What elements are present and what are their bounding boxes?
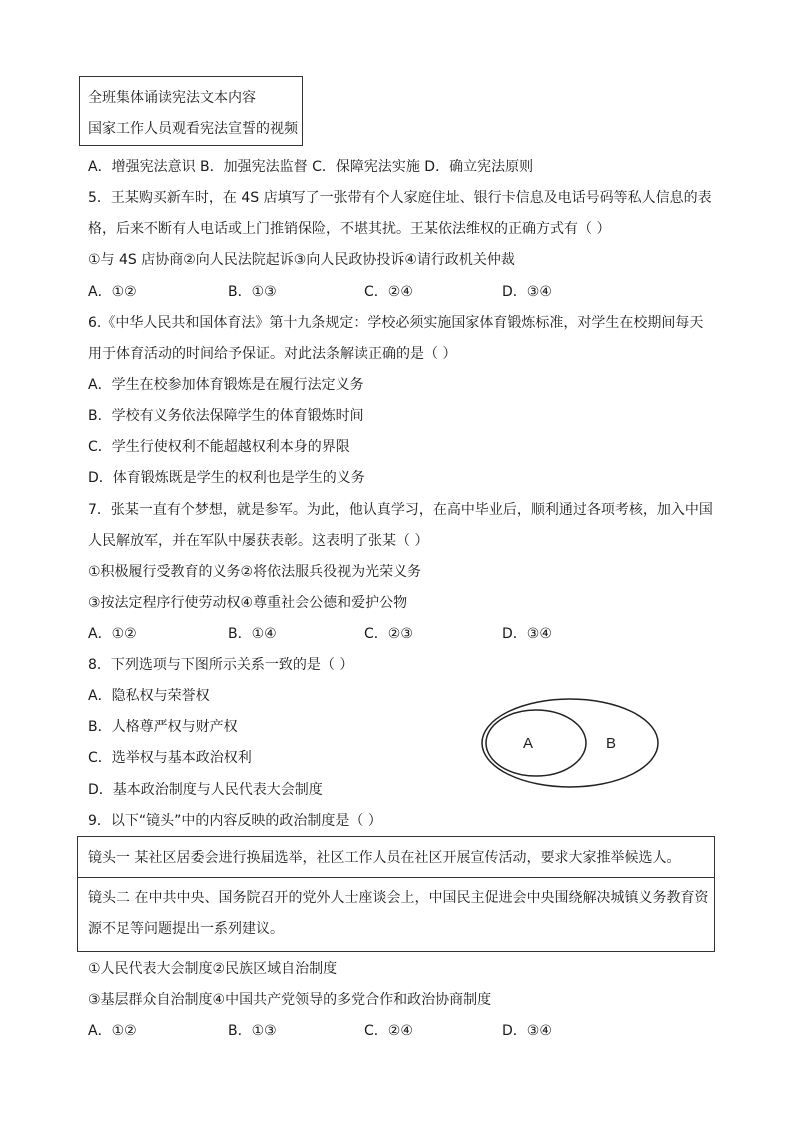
q7-option-a: A．①② bbox=[88, 626, 137, 642]
q5-stem-line1: 5．王某购买新车时，在 4S 店填写了一张带有个人家庭住址、银行卡信息及电话号码等私人信息的表 bbox=[88, 190, 712, 206]
scene-2-line1: 镜头二 在中共中央、国务院召开的党外人士座谈会上，中国民主促进会中央围绕解决城镇义务教育资 bbox=[88, 890, 709, 906]
q5-option-a: A．①② bbox=[88, 284, 137, 300]
scene-2-line2: 源不足等问题提出一系列建议。 bbox=[88, 921, 284, 937]
q6-stem-line2: 用于体育活动的时间给予保证。对此法条解读正确的是（ ） bbox=[88, 346, 457, 362]
q9-option-c: C．②④ bbox=[364, 1023, 413, 1039]
venn-label-inner: A bbox=[523, 735, 534, 752]
scenes-divider bbox=[78, 877, 714, 878]
q5-option-c: C．②④ bbox=[364, 284, 413, 300]
q9-option-d: D．③④ bbox=[502, 1023, 552, 1039]
materials-line-2: 国家工作人员观看宪法宣誓的视频 bbox=[88, 121, 298, 137]
q9-items-line1: ①人民代表大会制度②民族区域自治制度 bbox=[88, 961, 338, 977]
q9-option-b: B．①③ bbox=[228, 1023, 277, 1039]
venn-inner-ellipse bbox=[486, 710, 586, 776]
q9-option-a: A．①② bbox=[88, 1023, 137, 1039]
q7-stem-line2: 人民解放军，并在军队中屡获表彰。这表明了张某（ ） bbox=[88, 533, 429, 549]
q7-option-b: B．①④ bbox=[228, 626, 277, 642]
q5-items: ①与 4S 店协商②向人民法院起诉③向人民政协投诉④请行政机关仲裁 bbox=[88, 252, 515, 268]
q7-items-line2: ③按法定程序行使劳动权④尊重社会公德和爱护公物 bbox=[88, 595, 408, 611]
q7-option-d: D．③④ bbox=[502, 626, 552, 642]
venn-outer-ellipse bbox=[482, 699, 658, 787]
q5-option-b: B．①③ bbox=[228, 284, 277, 300]
venn-diagram bbox=[480, 697, 660, 789]
q8-option-d: D．基本政治制度与人民代表大会制度 bbox=[88, 782, 323, 798]
q6-option-d: D．体育锻炼既是学生的权利也是学生的义务 bbox=[88, 470, 365, 486]
q6-stem-line1: 6.《中华人民共和国体育法》第十九条规定：学校必须实施国家体育锻炼标准，对学生在校期间每天 bbox=[88, 315, 704, 331]
q8-option-c: C．选举权与基本政治权利 bbox=[88, 750, 252, 766]
q8-option-b: B．人格尊严权与财产权 bbox=[88, 719, 238, 735]
q5-option-d: D．③④ bbox=[502, 284, 552, 300]
materials-line-1: 全班集体诵读宪法文本内容 bbox=[88, 90, 256, 106]
q7-items-line1: ①积极履行受教育的义务②将依法服兵役视为光荣义务 bbox=[88, 564, 422, 580]
q6-option-a: A．学生在校参加体育锻炼是在履行法定义务 bbox=[88, 377, 364, 393]
q7-option-c: C．②③ bbox=[364, 626, 413, 642]
q4-options: A．增强宪法意识 B．加强宪法监督 C．保障宪法实施 D．确立宪法原则 bbox=[88, 159, 534, 175]
q6-option-c: C．学生行使权利不能超越权利本身的界限 bbox=[88, 439, 350, 455]
q6-option-b: B．学校有义务依法保障学生的体育锻炼时间 bbox=[88, 408, 364, 424]
q9-stem: 9．以下“镜头”中的内容反映的政治制度是（ ） bbox=[88, 813, 382, 829]
q8-option-a: A．隐私权与荣誉权 bbox=[88, 688, 210, 704]
scene-1: 镜头一 某社区居委会进行换届选举，社区工作人员在社区开展宣传活动，要求大家推举候选人。 bbox=[88, 850, 681, 866]
q9-items-line2: ③基层群众自治制度④中国共产党领导的多党合作和政治协商制度 bbox=[88, 992, 492, 1008]
q7-stem-line1: 7．张某一直有个梦想，就是参军。为此，他认真学习，在高中毕业后，顺利通过各项考核，加入中国 bbox=[88, 502, 713, 518]
q5-stem-line2: 格，后来不断有人电话或上门推销保险，不堪其扰。王某依法维权的正确方式有（ ） bbox=[88, 221, 611, 237]
q8-stem: 8．下列选项与下图所示关系一致的是（ ） bbox=[88, 657, 354, 673]
venn-label-outer: B bbox=[606, 735, 617, 752]
